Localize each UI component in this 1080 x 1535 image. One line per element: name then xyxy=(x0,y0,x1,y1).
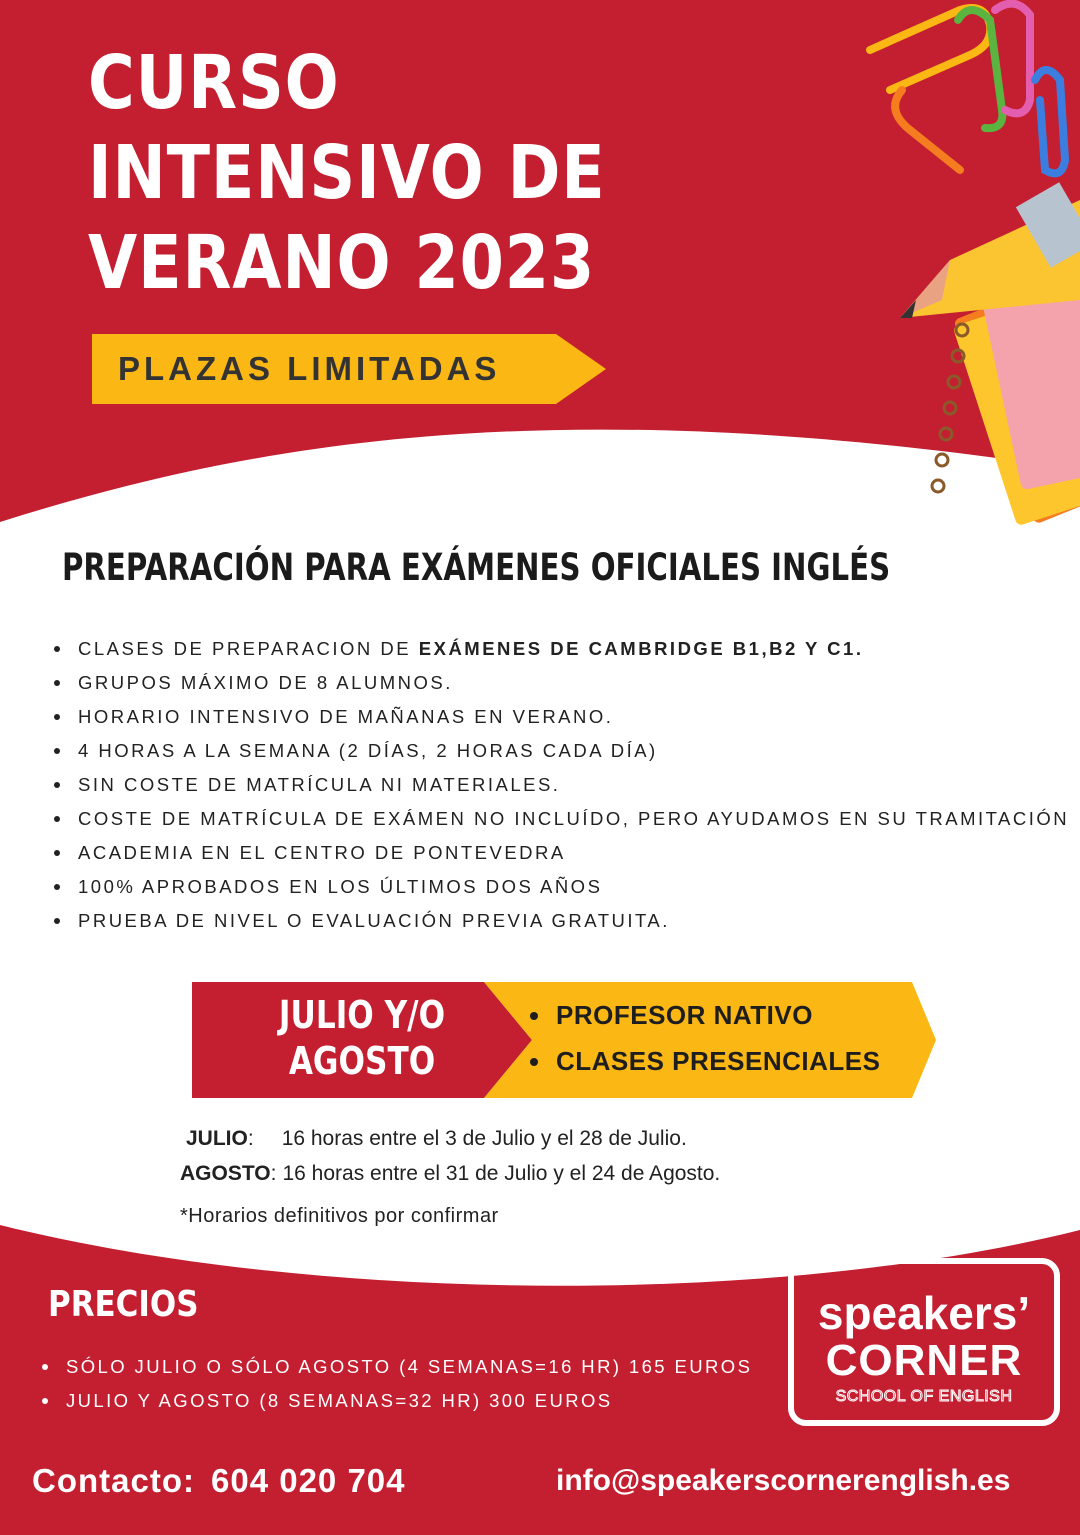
list-item: CLASES PRESENCIALES xyxy=(528,1039,880,1085)
schedule-label: AGOSTO xyxy=(180,1162,271,1185)
feature-text: 4 HORAS A LA SEMANA (2 DÍAS, 2 HORAS CADA DÍA) xyxy=(78,740,658,761)
pencil-icon xyxy=(900,182,1080,318)
feature-text: COSTE DE MATRÍCULA DE EXÁMEN NO INCLUÍDO, PERO AYUDAMOS EN SU TRAMITACIÓN xyxy=(78,808,1070,829)
list-item xyxy=(52,738,1069,772)
feature-text: GRUPOS MÁXIMO DE 8 ALUMNOS. xyxy=(78,672,453,693)
speakers-corner-logo xyxy=(788,1258,1060,1426)
email-address[interactable]: info@speakerscornerenglish.es xyxy=(556,1464,1011,1497)
title-line: CURSO xyxy=(88,40,340,126)
list-item xyxy=(52,840,1069,874)
schedule-text: 16 horas entre el 31 de Julio y el 24 de Agosto. xyxy=(282,1162,721,1185)
logo-line: speakers’ xyxy=(817,1287,1031,1339)
list-item xyxy=(52,636,1069,670)
prices-title: PRECIOS xyxy=(48,1284,199,1325)
schedule-text: 16 horas entre el 3 de Julio y el 28 de Julio. xyxy=(281,1127,687,1150)
prices-list xyxy=(40,1354,752,1422)
features-list xyxy=(52,636,1069,942)
feature-text: 100% APROBADOS EN LOS ÚLTIMOS DOS AÑOS xyxy=(78,876,603,897)
list-item: JULIO Y AGOSTO (8 SEMANAS=32 HR) 300 EUROS xyxy=(40,1388,752,1422)
schedule-separator: : xyxy=(270,1162,277,1185)
section-subtitle: PREPARACIÓN PARA EXÁMENES OFICIALES INGLÉS xyxy=(62,546,891,589)
perks-list xyxy=(528,993,880,1085)
schedule-note: *Horarios definitivos por confirmar xyxy=(180,1205,499,1227)
list-item xyxy=(52,670,1069,704)
feature-text: ACADEMIA EN EL CENTRO DE PONTEVEDRA xyxy=(78,842,566,863)
limited-places-banner: PLAZAS LIMITADAS xyxy=(118,350,501,387)
months-label xyxy=(192,982,532,1098)
logo-line: SCHOOL OF ENGLISH xyxy=(835,1388,1013,1405)
school-supplies-illustration xyxy=(840,0,1080,540)
feature-text: SIN COSTE DE MATRÍCULA NI MATERIALES. xyxy=(78,774,561,795)
feature-text: CLASES DE PREPARACION DE xyxy=(78,638,419,659)
list-item xyxy=(52,704,1069,738)
list-item: PROFESOR NATIVO xyxy=(528,993,880,1039)
schedule-august xyxy=(180,1162,720,1186)
schedule-separator: : xyxy=(247,1127,254,1150)
contact-label: Contacto: xyxy=(32,1462,195,1499)
contact-info xyxy=(32,1462,406,1500)
feature-bold-text: EXÁMENES DE CAMBRIDGE B1,B2 Y C1. xyxy=(418,638,864,659)
title-line: INTENSIVO DE xyxy=(88,130,606,216)
list-item xyxy=(52,772,1069,806)
feature-text: PRUEBA DE NIVEL O EVALUACIÓN PREVIA GRATUITA. xyxy=(78,910,670,931)
feature-text: HORARIO INTENSIVO DE MAÑANAS EN VERANO. xyxy=(78,706,614,727)
list-item xyxy=(52,908,1069,942)
course-title xyxy=(88,38,606,308)
list-item xyxy=(52,874,1069,908)
list-item: SÓLO JULIO O SÓLO AGOSTO (4 SEMANAS=16 HR) 165 EUROS xyxy=(40,1354,752,1388)
schedule-july xyxy=(186,1127,687,1151)
title-line: VERANO 2023 xyxy=(88,220,596,306)
paperclip-icon xyxy=(870,4,1065,174)
months-line: JULIO Y/O xyxy=(278,993,446,1037)
logo-line: CORNER xyxy=(825,1336,1023,1385)
list-item xyxy=(52,806,1069,840)
schedule-label: JULIO xyxy=(186,1127,248,1150)
months-line: AGOSTO xyxy=(288,1039,436,1083)
phone-number[interactable]: 604 020 704 xyxy=(210,1462,406,1499)
